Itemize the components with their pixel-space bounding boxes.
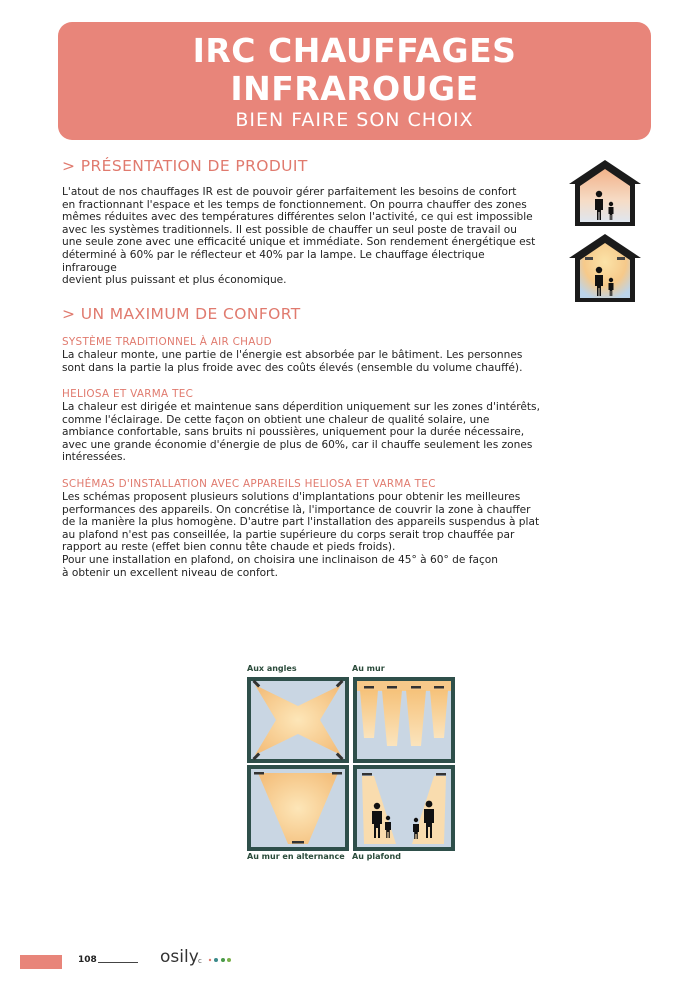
section-title-confort: > UN MAXIMUM DE CONFORT xyxy=(62,305,301,323)
text-line: déterminé à 60% par le réflecteur et 40% par la lampe. Le chauffage électrique infrarouge xyxy=(62,248,485,274)
text-line: intéressées. xyxy=(62,451,126,464)
house-traditional-icon xyxy=(569,160,641,226)
logo-dots-icon xyxy=(198,954,238,966)
text-line: L'atout de nos chauffages IR est de pouvoir gérer parfaitement les besoins de confort xyxy=(62,186,517,198)
text-line: sont dans la partie la plus froide avec des coûts élevés (ensemble du volume chauffé). xyxy=(62,361,523,374)
footer-divider xyxy=(98,962,138,963)
heliosa-paragraph xyxy=(62,401,542,464)
text-line: de la manière la plus homogène. D'autre part l'installation des appareils suspendus à plat xyxy=(62,516,540,529)
section-title-presentation: > PRÉSENTATION DE PRODUIT xyxy=(62,157,308,175)
text-line: comme l'éclairage. De cette façon on obtient une chaleur de qualité solaire, une xyxy=(62,413,490,426)
footer-accent-bar xyxy=(20,955,62,969)
house-heating-illustration xyxy=(565,156,645,306)
text-line: au plafond n'est pas conseillée, la partie supérieure du corps serait trop chauffée par xyxy=(62,528,515,541)
label-au-plafond: Au plafond xyxy=(352,852,401,861)
title-line-2: INFRAROUGE xyxy=(230,69,479,108)
label-au-mur-alternance: Au mur en alternance xyxy=(247,852,345,861)
subheading-schemas: SCHÉMAS D'INSTALLATION AVEC APPAREILS HELIOSA ET VARMA TEC xyxy=(62,478,436,490)
text-line: une seule zone avec une efficacité unique et immédiate. Son rendement énergétique est xyxy=(62,236,536,249)
text-line: mêmes réduites avec des températures différentes selon l'activité, ce qui est impossible xyxy=(62,211,533,224)
panel-au-mur-alternance xyxy=(247,765,349,851)
presentation-paragraph xyxy=(62,186,542,287)
title-banner xyxy=(58,22,651,140)
text-line: rapport au reste (effet bien connu tête chaude et pieds froids). xyxy=(62,541,396,554)
page-number: 108 xyxy=(78,955,97,965)
text-line: performances des appareils. On concrétise là, l'importance de couvrir la zone à chauffer xyxy=(62,503,531,516)
brand-logo xyxy=(160,947,199,967)
subheading-traditionnel: SYSTÈME TRADITIONNEL À AIR CHAUD xyxy=(62,336,272,348)
installation-diagram xyxy=(246,664,456,864)
text-line: devient plus puissant et plus économique. xyxy=(62,274,287,287)
label-au-mur: Au mur xyxy=(352,664,385,673)
installation-panels xyxy=(246,676,456,852)
panel-au-plafond xyxy=(353,765,455,851)
logo-text: osily xyxy=(160,947,199,967)
panel-au-mur xyxy=(353,677,455,763)
title-line-1: IRC CHAUFFAGES xyxy=(192,31,517,70)
text-line: Pour une installation en plafond, on choisira une inclinaison de 45° à 60° de façon xyxy=(62,553,498,566)
subheading-heliosa: HELIOSA ET VARMA TEC xyxy=(62,388,194,400)
house-infrared-icon xyxy=(569,234,641,302)
text-line: La chaleur monte, une partie de l'énergie est absorbée par le bâtiment. Les personnes xyxy=(62,349,523,361)
traditionnel-paragraph xyxy=(62,349,542,374)
text-line: à obtenir un excellent niveau de confort. xyxy=(62,566,279,579)
text-line: ambiance confortable, sans bruits ni poussières, uniquement pour la durée nécessaire, xyxy=(62,426,525,439)
text-line: avec les systèmes traditionnels. Il est possible de chauffer un seul poste de travail ou xyxy=(62,223,517,236)
subtitle: BIEN FAIRE SON CHOIX xyxy=(235,109,474,131)
text-line: La chaleur est dirigée et maintenue sans déperdition uniquement sur les zones d'intérêts, xyxy=(62,401,540,413)
label-aux-angles: Aux angles xyxy=(247,664,297,673)
text-line: avec une grande économie d'énergie de plus de 60%, car il chauffe seulement les zones xyxy=(62,438,533,451)
schemas-paragraph xyxy=(62,491,542,579)
text-line: en fractionnant l'espace et les temps de fonctionnement. On pourra chauffer des zones xyxy=(62,198,527,211)
panel-aux-angles xyxy=(247,677,349,763)
logo-suffix: c xyxy=(198,957,202,965)
text-line: Les schémas proposent plusieurs solutions d'implantations pour obtenir les meilleures xyxy=(62,491,521,503)
